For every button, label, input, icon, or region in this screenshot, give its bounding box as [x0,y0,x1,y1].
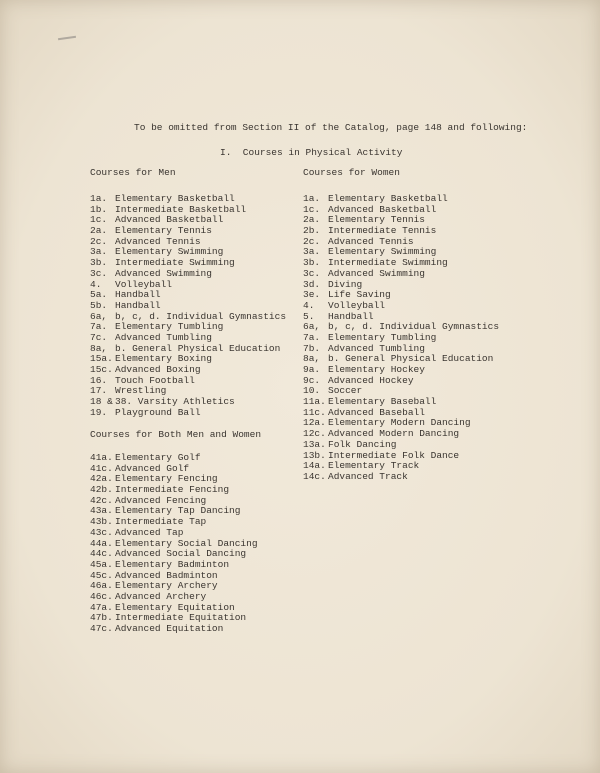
course-number: 15c. [90,364,113,375]
course-name: Elementary Equitation [115,601,235,613]
course-name: Advanced Swimming [115,267,212,279]
course-number: 6a, [303,321,321,333]
course-name: Intermediate Swimming [115,257,235,269]
course-number: 3d. [303,278,321,290]
course-name: Advanced Social Dancing [115,548,247,560]
course-number: 43c. [90,526,113,538]
course-name: Elementary Badminton [115,558,230,570]
course-name: Advanced Track [328,470,408,482]
course-name: Advanced Basketball [328,203,437,215]
course-name: b, c, d. Individual Gymnastics [115,310,287,322]
course-number: 46c. [90,590,113,602]
course-number: 41a. [90,452,113,463]
course-number: 3b. [303,257,321,269]
course-name: Elementary Tumbling [328,331,437,343]
course-number: 43b. [90,516,113,528]
course-name: Advanced Tennis [115,235,201,247]
section-title: I. Courses in Physical Activity [220,147,403,158]
both-course-list [90,453,258,635]
course-number: 9c. [303,374,321,386]
course-number: 10. [303,385,321,397]
women-course-list [303,194,499,483]
course-number: 4. [90,278,102,290]
course-number: 7a. [90,321,108,333]
course-name: Elementary Swimming [115,246,224,258]
course-name: Intermediate Swimming [328,257,448,269]
men-course-list [90,194,286,418]
pencil-mark [58,36,76,40]
course-name: Elementary Golf [115,452,201,463]
course-name: Advanced Swimming [328,267,425,279]
course-number: 11a. [303,396,326,408]
course-number: 42b. [90,484,113,496]
course-number: 1c. [303,203,321,215]
course-number: 1b. [90,203,108,215]
course-number: 14c. [303,470,326,482]
course-number: 1a. [90,193,108,204]
course-number: 2a. [90,225,108,237]
course-name: Intermediate Folk Dance [328,449,460,461]
course-number: 5b. [90,299,108,311]
course-number: 3a. [90,246,108,258]
course-number: 44c. [90,548,113,560]
course-name: Advanced Baseball [328,406,425,418]
course-name: Elementary Basketball [115,193,235,204]
course-number: 19. [90,406,108,418]
course-name: Elementary Swimming [328,246,437,258]
course-number: 2c. [90,235,108,247]
course-number: 6a, [90,310,108,322]
course-number: 42a. [90,473,113,485]
course-name: Advanced Basketball [115,214,224,226]
course-number: 41c. [90,462,113,474]
course-name: Intermediate Basketball [115,203,247,215]
course-number: 5. [303,310,315,322]
course-number: 1c. [90,214,108,226]
course-name: 38. Varsity Athletics [115,396,235,408]
course-name: Intermediate Equitation [115,612,247,624]
course-number: 3b. [90,257,108,269]
course-name: Advanced Tap [115,526,184,538]
course-name: Playground Ball [115,406,201,418]
course-name: Life Saving [328,289,391,301]
course-name: b, c, d. Individual Gymnastics [328,321,500,333]
course-number: 8a, [303,353,321,365]
course-name: Elementary Boxing [115,353,212,365]
header-line: To be omitted from Section II of the Catalog, page 148 and following: [134,122,528,133]
men-heading: Courses for Men [90,167,176,178]
course-name: Advanced Badminton [115,569,218,581]
course-name: Elementary Fencing [115,473,218,485]
course-name: Advanced Fencing [115,494,207,506]
course-name: Elementary Track [328,460,420,472]
course-number: 1a. [303,193,321,204]
course-number: 3e. [303,289,321,301]
course-name: Elementary Baseball [328,396,437,408]
course-number: 3c. [90,267,108,279]
course-item [303,472,499,483]
course-number: 46a. [90,580,113,592]
course-name: Intermediate Tap [115,516,207,528]
course-name: Advanced Boxing [115,364,201,375]
course-name: Diving [328,278,363,290]
course-number: 16. [90,374,108,386]
course-number: 9a. [303,364,321,375]
course-number: 7b. [303,342,321,354]
course-name: Advanced Tumbling [115,331,212,343]
course-item [90,408,286,419]
course-number: 4. [303,299,315,311]
course-number: 13b. [303,449,326,461]
course-name: Advanced Hockey [328,374,414,386]
course-name: b. General Physical Education [328,353,494,365]
course-name: Elementary Tennis [328,214,425,226]
course-name: Elementary Social Dancing [115,537,258,549]
course-number: 18 & [90,396,113,408]
course-number: 15a. [90,353,113,365]
course-name: Elementary Tennis [115,225,212,237]
course-number: 3c. [303,267,321,279]
course-number: 13a. [303,438,326,450]
course-number: 2b. [303,225,321,237]
course-number: 47b. [90,612,113,624]
course-number: 45a. [90,558,113,570]
course-number: 11c. [303,406,326,418]
course-name: Advanced Equitation [115,623,224,634]
course-number: 47a. [90,601,113,613]
course-name: Elementary Tumbling [115,321,224,333]
course-name: Advanced Tumbling [328,342,425,354]
course-number: 2a. [303,214,321,226]
course-number: 45c. [90,569,113,581]
both-heading: Courses for Both Men and Women [90,429,262,440]
course-name: Soccer [328,385,363,397]
course-name: Elementary Hockey [328,364,425,375]
course-name: Wrestling [115,385,167,397]
course-number: 3a. [303,246,321,258]
course-item [90,624,258,635]
course-name: Advanced Tennis [328,235,414,247]
course-number: 12c. [303,428,326,440]
course-name: Touch Football [115,374,195,386]
course-number: 8a, [90,342,108,354]
course-name: Intermediate Tennis [328,225,437,237]
course-number: 5a. [90,289,108,301]
course-number: 17. [90,385,108,397]
course-name: Handball [115,289,161,301]
course-name: Intermediate Fencing [115,484,230,496]
course-number: 2c. [303,235,321,247]
course-name: Handball [328,310,374,322]
course-name: Elementary Modern Dancing [328,417,471,429]
course-number: 44a. [90,537,113,549]
course-name: Volleyball [115,278,173,290]
course-name: Advanced Archery [115,590,207,602]
course-number: 12a. [303,417,326,429]
course-name: Handball [115,299,161,311]
course-number: 7c. [90,331,108,343]
course-number: 43a. [90,505,113,517]
course-number: 47c. [90,623,113,634]
course-name: Folk Dancing [328,438,397,450]
course-name: Advanced Modern Dancing [328,428,460,440]
course-name: Elementary Tap Dancing [115,505,241,517]
course-number: 7a. [303,331,321,343]
course-name: Elementary Basketball [328,193,448,204]
course-name: b. General Physical Education [115,342,281,354]
course-number: 42c. [90,494,113,506]
course-name: Volleyball [328,299,386,311]
women-heading: Courses for Women [303,167,400,178]
course-name: Advanced Golf [115,462,190,474]
course-name: Elementary Archery [115,580,218,592]
course-number: 14a. [303,460,326,472]
